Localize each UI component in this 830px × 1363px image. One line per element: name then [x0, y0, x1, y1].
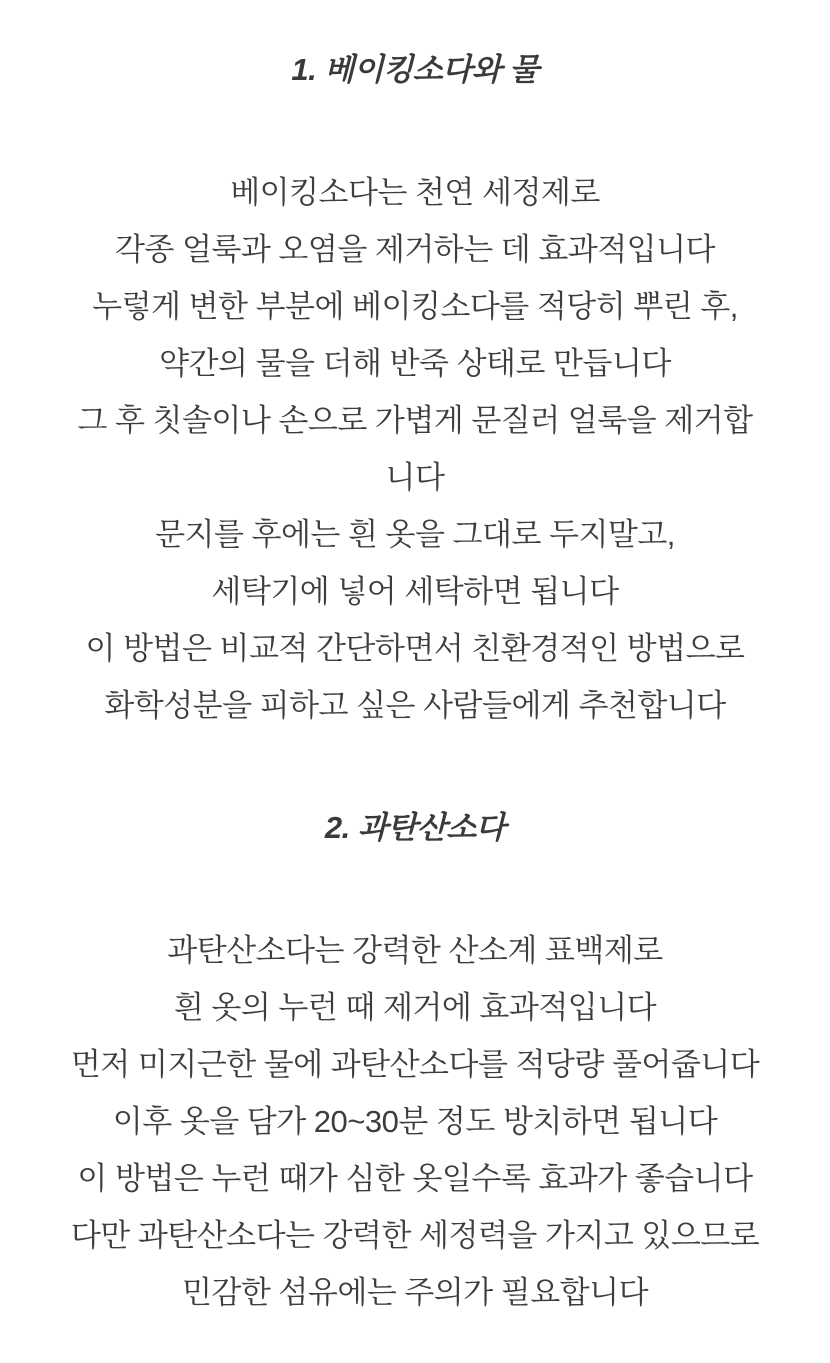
text-line: 그 후 칫솔이나 손으로 가볍게 문질러 얼룩을 제거합: [77, 403, 753, 438]
paragraph: [0, 922, 830, 1321]
text-line: 누렇게 변한 부분에 베이킹소다를 적당히 뿌린 후,: [92, 289, 738, 324]
text-line: 약간의 물을 더해 반죽 상태로 만듭니다: [159, 346, 671, 381]
text-line: 문지를 후에는 흰 옷을 그대로 두지말고,: [155, 517, 675, 552]
text-line: 다만 과탄산소다는 강력한 세정력을 가지고 있으므로: [70, 1218, 760, 1253]
text-line: 먼저 미지근한 물에 과탄산소다를 적당량 풀어줍니다: [70, 1047, 760, 1082]
text-line: 화학성분을 피하고 싶은 사람들에게 추천합니다: [104, 688, 726, 723]
section-heading: 1. 베이킹소다와 물: [291, 52, 539, 87]
text-line: 과탄산소다는 강력한 산소계 표백제로: [167, 933, 663, 968]
text-line: 세탁기에 넣어 세탁하면 됩니다: [211, 574, 619, 609]
text-line: 니다: [385, 460, 445, 495]
paragraph: [0, 164, 830, 734]
text-line: 베이킹소다는 천연 세정제로: [230, 175, 600, 210]
text-line: 민감한 섬유에는 주의가 필요합니다: [181, 1275, 649, 1310]
text-line: 이 방법은 비교적 간단하면서 친환경적인 방법으로: [85, 631, 745, 666]
text-line: 이 방법은 누런 때가 심한 옷일수록 효과가 좋습니다: [77, 1161, 753, 1196]
section-sodium-percarbonate: [0, 800, 830, 1321]
text-line: 이후 옷을 담가 20~30분 정도 방치하면 됩니다: [112, 1104, 718, 1139]
text-line: 각종 얼룩과 오염을 제거하는 데 효과적입니다: [114, 232, 716, 267]
section-baking-soda: [0, 42, 830, 734]
text-line: 흰 옷의 누런 때 제거에 효과적입니다: [173, 990, 657, 1025]
section-heading: 2. 과탄산소다: [324, 810, 506, 845]
